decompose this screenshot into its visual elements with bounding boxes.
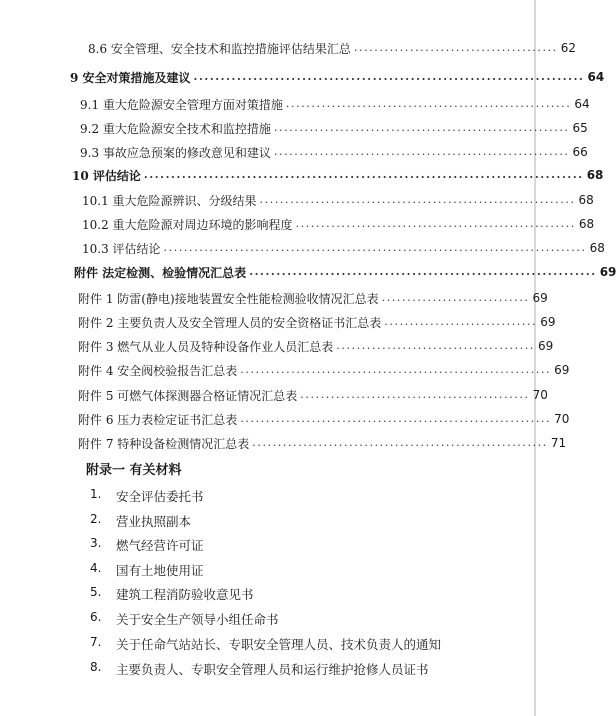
- toc-page-number: 70: [554, 412, 570, 426]
- toc-page-number: 68: [578, 193, 594, 207]
- toc-entry-label: 附件 6 压力表检定证书汇总表: [78, 412, 238, 427]
- toc-page-number: 70: [532, 388, 548, 402]
- appendix-item: [90, 660, 429, 678]
- toc-page-number: 69: [540, 315, 556, 329]
- toc-entry-label: 9.3 事故应急预案的修改意见和建议: [80, 145, 271, 160]
- toc-entry-label: 附件 5 可燃气体探测器合格证情况汇总表: [78, 388, 298, 403]
- toc-leader-dots: .......................................................: [295, 217, 576, 230]
- toc-entry-label: 10.3 评估结论: [82, 241, 161, 256]
- toc-entry[interactable]: [0, 336, 554, 356]
- toc-entry[interactable]: [0, 360, 570, 380]
- toc-entry[interactable]: [0, 312, 556, 332]
- toc-entry[interactable]: [0, 262, 616, 282]
- toc-entry-label: 附件 法定检测、检验情况汇总表: [74, 265, 247, 280]
- appendix-item-number: 6.: [90, 610, 102, 624]
- toc-entry[interactable]: [0, 118, 588, 138]
- toc-page-number: 69: [532, 291, 548, 305]
- toc-entry-label: 10.1 重大危险源辨识、分级结果: [82, 193, 257, 208]
- toc-entry-label: 9.2 重大危险源安全技术和监控措施: [80, 121, 271, 136]
- toc-entry[interactable]: [0, 288, 548, 308]
- toc-entry[interactable]: [0, 94, 590, 114]
- toc-entry-label: 10.2 重大危险源对周边环境的影响程度: [82, 217, 293, 232]
- appendix-title: 附录一 有关材料: [86, 463, 182, 478]
- appendix-item-number: 3.: [90, 536, 102, 550]
- appendix-item-text: 安全评估委托书: [116, 489, 204, 504]
- appendix-item-text: 建筑工程消防验收意见书: [116, 587, 254, 602]
- toc-entry-label: 附件 1 防雷(静电)接地装置安全性能检测验收情况汇总表: [78, 291, 379, 306]
- toc-page-number: 68: [589, 241, 605, 255]
- toc-page-number: 64: [574, 97, 590, 111]
- toc-page-number: 64: [587, 70, 605, 84]
- toc-page-number: 69: [599, 265, 616, 279]
- appendix-item-text: 燃气经营许可证: [116, 538, 204, 553]
- appendix-item-text: 国有土地使用证: [116, 563, 204, 578]
- toc-entry-label: 附件 7 特种设备检测情况汇总表: [78, 436, 250, 451]
- appendix-item-number: 5.: [90, 585, 102, 599]
- toc-entry[interactable]: [0, 433, 567, 453]
- appendix-item: [90, 487, 204, 505]
- toc-page-number: 62: [560, 41, 577, 55]
- toc-leader-dots: ................................................................: [249, 265, 597, 278]
- toc-page-number: 65: [572, 121, 588, 135]
- toc-entry-label: 10 评估结论: [72, 168, 141, 183]
- appendix-item-number: 7.: [90, 635, 102, 649]
- toc-entry[interactable]: [0, 238, 605, 258]
- appendix-item-text: 关于任命气站站长、专职安全管理人员、技术负责人的通知: [116, 637, 442, 652]
- toc-page-number: 69: [538, 339, 554, 353]
- toc-entry[interactable]: [0, 385, 548, 405]
- toc-leader-dots: ..........................................................: [252, 436, 548, 449]
- toc-leader-dots: .............................................................: [240, 412, 552, 425]
- toc-page-number: 66: [572, 145, 588, 159]
- toc-leader-dots: ..............................................................: [259, 193, 576, 206]
- toc-leader-dots: .............................: [381, 291, 530, 304]
- appendix-item-text: 营业执照副本: [116, 514, 192, 529]
- toc-leader-dots: ...................................................................................: [163, 241, 587, 254]
- appendix-item: [90, 512, 191, 530]
- appendix-item: [90, 635, 441, 653]
- toc-page-number: 69: [554, 363, 570, 377]
- appendix-item-text: 关于安全生产领导小组任命书: [116, 612, 279, 627]
- toc-page-number: 71: [550, 436, 567, 450]
- appendix-item-number: 8.: [90, 660, 102, 674]
- appendix-item-text: 主要负责人、专职安全管理人员和运行维护抢修人员证书: [116, 662, 429, 677]
- toc-leader-dots: .......................................: [336, 339, 536, 352]
- appendix-item: [90, 561, 204, 579]
- toc-leader-dots: .................................................................................: [143, 168, 584, 181]
- toc-leader-dots: ..........................................................: [273, 145, 570, 158]
- toc-leader-dots: ........................................................................: [193, 70, 585, 83]
- appendix-item: [90, 585, 254, 603]
- toc-entry-label: 9 安全对策措施及建议: [70, 70, 191, 85]
- toc-entry[interactable]: [0, 409, 570, 429]
- toc-entry-label: 附件 3 燃气从业人员及特种设备作业人员汇总表: [78, 339, 334, 354]
- toc-page-number: 68: [578, 217, 595, 231]
- appendix-item: [90, 536, 204, 554]
- toc-leader-dots: ..........................................................: [273, 121, 570, 134]
- toc-page-number: 68: [586, 168, 604, 182]
- toc-entry[interactable]: [0, 165, 604, 185]
- toc-leader-dots: ........................................................: [285, 97, 572, 110]
- toc-entry-label: 附件 2 主要负责人及安全管理人员的安全资格证书汇总表: [78, 315, 382, 330]
- toc-leader-dots: ........................................: [353, 41, 558, 54]
- toc-entry[interactable]: [0, 142, 588, 162]
- toc-entry[interactable]: [0, 67, 605, 87]
- appendix-item: [90, 610, 279, 628]
- toc-leader-dots: ..............................: [384, 315, 538, 328]
- toc-entry[interactable]: [0, 190, 594, 210]
- toc-entry-label: 8.6 安全管理、安全技术和监控措施评估结果汇总: [88, 41, 351, 56]
- toc-leader-dots: .............................................................: [240, 363, 552, 376]
- toc-leader-dots: .............................................: [300, 388, 530, 401]
- appendix-item-number: 2.: [90, 512, 102, 526]
- toc-entry-label: 附件 4 安全阀校验报告汇总表: [78, 363, 238, 378]
- toc-entry-label: 9.1 重大危险源安全管理方面对策措施: [80, 97, 283, 112]
- toc-entry[interactable]: [0, 38, 577, 58]
- toc-entry[interactable]: [0, 214, 595, 234]
- appendix-item-number: 4.: [90, 561, 102, 575]
- appendix-item-number: 1.: [90, 487, 102, 501]
